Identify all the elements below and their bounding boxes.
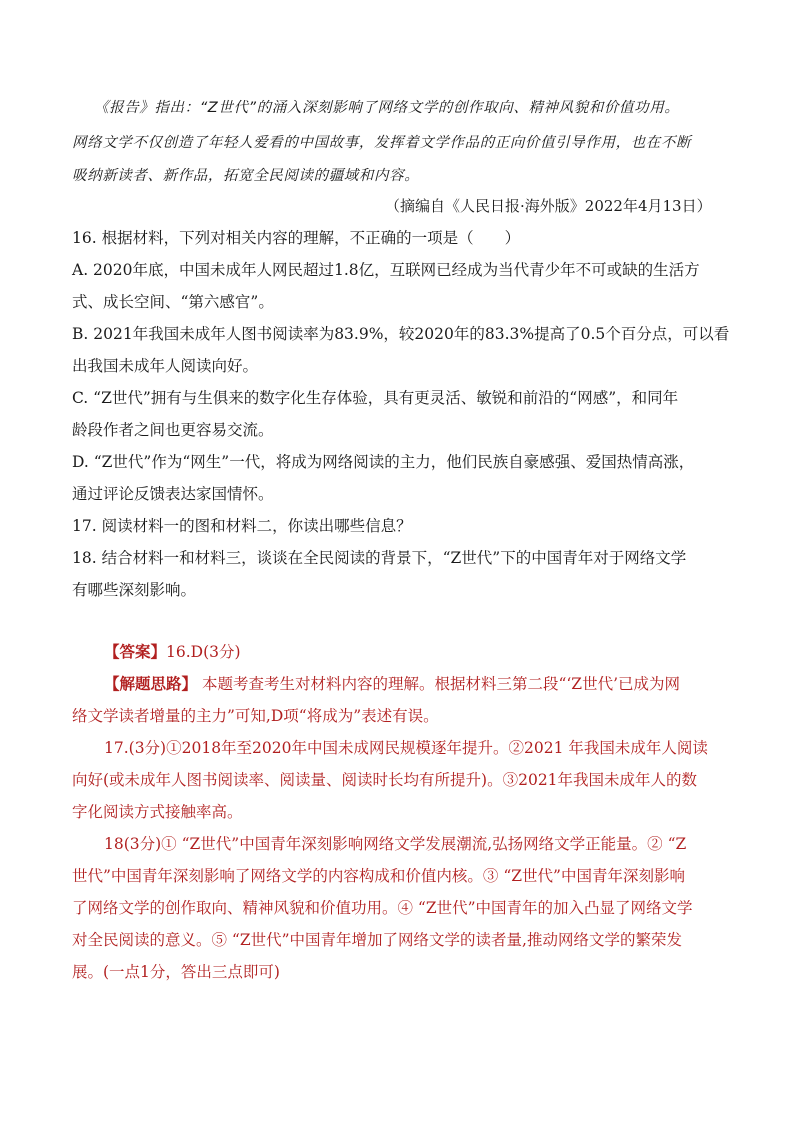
answer-18-line-3: 了网络文学的创作取向、精神风貌和价值功用。④ “Z世代”中国青年的加入凸显了网络文学 (72, 899, 693, 917)
answer-17-line-2: 向好(或未成年人图书阅读率、阅读量、阅读时长均有所提升)。③2021年我国未成年人的数 (72, 771, 698, 789)
option-b-line-2: 出我国未成年人阅读向好。 (72, 357, 259, 375)
question-18-stem-line-1: 18. 结合材料一和材料三，谈谈在全民阅读的背景下，“Z世代”下的中国青年对于网络文学 (72, 549, 687, 567)
answer-18-line-2: 世代”中国青年深刻影响了网络文学的内容构成和价值内核。③ “Z世代”中国青年深刻影响 (72, 867, 685, 885)
material-line-2: 网络文学不仅创造了年轻人爱看的中国故事，发挥着文学作品的正向价值引导作用，也在不断 (72, 135, 692, 151)
answer-16-line (104, 640, 754, 664)
material-line-3: 吸纳新读者、新作品，拓宽全民阅读的疆域和内容。 (72, 168, 420, 184)
option-c-line-2: 龄段作者之间也更容易交流。 (72, 421, 274, 439)
option-a-line-2: 式、成长空间、“第六感官”。 (72, 293, 274, 311)
option-b-line-1: B. 2021年我国未成年人图书阅读率为83.9%，较2020年的83.3%提高了0.5个百分点，可以看 (72, 325, 730, 343)
option-d-line-1: D. “Z世代”作为“网生”一代，将成为网络阅读的主力，他们民族自豪感强、爱国热情高涨， (72, 453, 695, 471)
option-a-line-1: A. 2020年底，中国未成年人网民超过1.8亿，互联网已经成为当代青少年不可或缺的生活方 (72, 261, 700, 279)
answer-18-line-1: 18(3分)① “Z世代”中国青年深刻影响网络文学发展潮流,弘扬网络文学正能量。② “Z (104, 835, 687, 853)
analysis-label: 【解题思路】 (104, 674, 198, 693)
question-18-stem-line-2: 有哪些深刻影响。 (72, 581, 197, 599)
material-line-1: 《报告》指出：“Z世代”的涌入深刻影响了网络文学的创作取向、精神风貌和价值功用。 (94, 100, 680, 116)
question-17-stem: 17. 阅读材料一的图和材料二，你读出哪些信息？ (72, 517, 412, 535)
answer-18-line-4: 对全民阅读的意义。⑤ “Z世代”中国青年增加了网络文学的读者量,推动网络文学的繁荣发 (72, 931, 682, 949)
option-c-line-1: C. “Z世代”拥有与生俱来的数字化生存体验，具有更灵活、敏锐和前沿的“网感”，和同年 (72, 389, 679, 407)
material-source: （摘编自《人民日报·海外版》2022年4月13日） (385, 197, 712, 215)
answer-18-line-5: 展。(一点1分，答出三点即可) (72, 963, 280, 981)
analysis-text-1: 本题考查考生对材料内容的理解。根据材料三第二段“‘Z世代’已成为网 (201, 675, 681, 693)
question-16-stem: 16. 根据材料，下列对相关内容的理解，不正确的一项是（ ） (72, 229, 521, 247)
answer-17-line-1: 17.(3分)①2018年至2020年中国未成网民规模逐年提升。②2021 年我国未成年人阅读 (104, 739, 708, 757)
option-d-line-2: 通过评论反馈表达家国情怀。 (72, 485, 274, 503)
analysis-line-2: 络文学读者增量的主力”可知,D项“将成为”表述有误。 (72, 707, 439, 725)
answer-17-line-3: 字化阅读方式接触率高。 (72, 803, 243, 821)
analysis-line-1 (104, 672, 754, 696)
answer-label: 【答案】 (104, 642, 167, 661)
answer-16: 16.D(3分) (166, 643, 241, 661)
